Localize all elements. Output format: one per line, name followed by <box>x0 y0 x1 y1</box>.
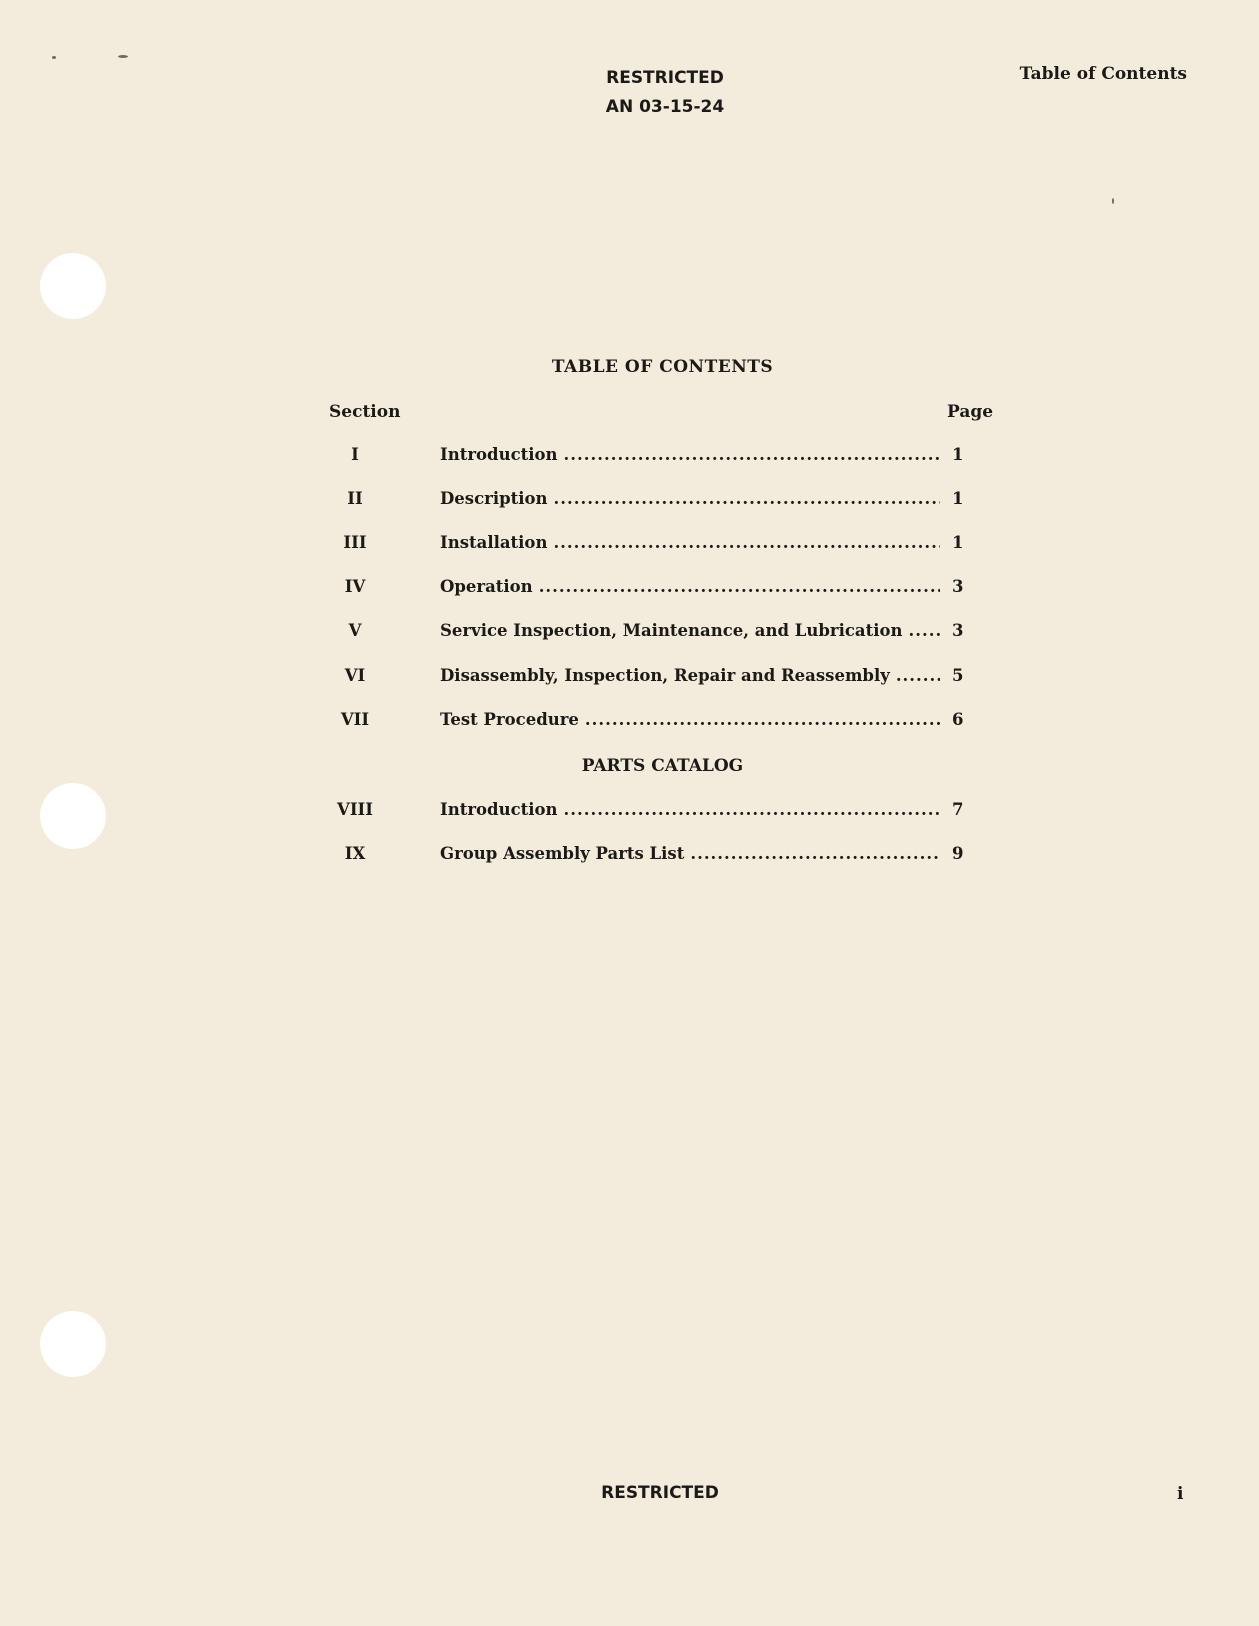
entry-title: Test Procedure <box>440 710 579 729</box>
entry-page: 7 <box>952 800 964 819</box>
entry-title: Introduction <box>440 445 558 464</box>
entry-page: 3 <box>952 621 964 640</box>
toc-entry[interactable] <box>300 489 1000 519</box>
toc-entry[interactable] <box>300 800 1000 830</box>
entry-page: 9 <box>952 844 964 863</box>
toc-entry[interactable] <box>300 844 1000 874</box>
entry-page: 1 <box>952 445 964 464</box>
parts-catalog-heading: PARTS CATALOG <box>581 756 744 776</box>
header-classification: RESTRICTED <box>606 68 724 88</box>
entry-page: 1 <box>952 533 964 552</box>
toc-entry[interactable] <box>300 445 1000 475</box>
entry-page: 6 <box>952 710 964 729</box>
entry-title: Introduction <box>440 800 558 819</box>
section-number: II <box>347 489 363 508</box>
section-number: III <box>343 533 367 552</box>
punch-hole <box>40 1311 106 1377</box>
punch-hole <box>40 783 106 849</box>
entry-title: Description <box>440 489 548 508</box>
entry-page: 5 <box>952 666 964 685</box>
section-number: VIII <box>337 800 373 819</box>
dot-leader <box>690 844 940 863</box>
footer-classification: RESTRICTED <box>601 1483 719 1503</box>
page-column-header: Page <box>947 402 994 422</box>
entry-title: Service Inspection, Maintenance, and Lubrication <box>440 621 903 640</box>
toc-entry[interactable] <box>300 577 1000 607</box>
toc-entry[interactable] <box>300 533 1000 563</box>
section-column-header: Section <box>329 402 401 422</box>
dot-leader <box>908 621 940 640</box>
dot-leader <box>564 800 940 819</box>
entry-title: Installation <box>440 533 548 552</box>
dot-leader <box>585 710 940 729</box>
entry-page: 3 <box>952 577 964 596</box>
toc-title: TABLE OF CONTENTS <box>551 357 774 377</box>
header-section-label: Table of Contents <box>1019 64 1187 84</box>
dot-leader <box>539 577 940 596</box>
entry-title: Disassembly, Inspection, Repair and Reassembly <box>440 666 890 685</box>
paper-speck <box>118 55 128 58</box>
page-header <box>560 64 770 122</box>
paper-speck <box>52 56 56 59</box>
dot-leader <box>554 489 940 508</box>
dot-leader <box>564 445 940 464</box>
entry-title: Group Assembly Parts List <box>440 844 685 863</box>
toc-entry[interactable] <box>300 621 1000 651</box>
toc-entry[interactable] <box>300 666 1000 696</box>
section-number: I <box>351 445 359 464</box>
header-doc-number: AN 03-15-24 <box>605 97 725 117</box>
dot-leader <box>896 666 940 685</box>
paper-speck <box>1112 198 1114 204</box>
entry-page: 1 <box>952 489 964 508</box>
section-number: VII <box>340 710 370 729</box>
toc-entry[interactable] <box>300 710 1000 740</box>
section-number: IV <box>344 577 366 596</box>
section-number: VI <box>344 666 366 685</box>
dot-leader <box>553 533 940 552</box>
punch-hole <box>40 253 106 319</box>
section-number: V <box>348 621 362 640</box>
section-number: IX <box>344 844 366 863</box>
entry-title: Operation <box>440 577 533 596</box>
footer-page-number: i <box>1177 1484 1184 1504</box>
